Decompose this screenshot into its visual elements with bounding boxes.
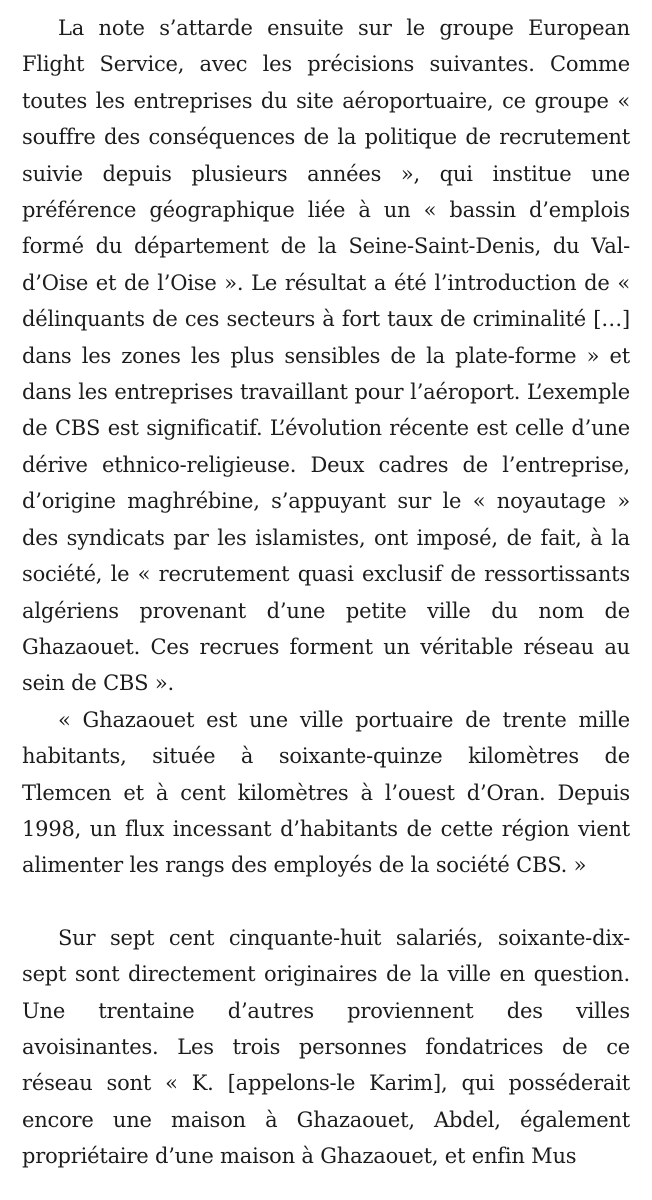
- paragraph-salaries-network: Sur sept cent cinquante-huit salariés, soixante-dix-sept sont directement originaires de la ville en question. Une trentaine d’autres proviennent des villes avoisinantes. Les trois personnes fondatrices de ce réseau sont « K. [appelons-le Karim], qui posséderait encore une maison à Ghazaouet, Abdel, également propriétaire d’une maison à Ghazaouet, et enfin Mus: [22, 925, 630, 1169]
- paragraph-european-flight-service: La note s’attarde ensuite sur le groupe European Flight Service, avec les précisions suivantes. Comme toutes les entreprises du site aéroportuaire, ce groupe « souffre des conséquences de la politique de recrutement suivie depuis plusieurs années », qui institue une préférence géographique liée à un « bassin d’emplois formé du département de la Seine-Saint-Denis, du Val-d’Oise et de l’Oise ». Le résultat a été l’introduction de « délinquants de ces secteurs à fort taux de criminalité […] dans les zones les plus sensibles de la plate-forme » et dans les entreprises travaillant pour l’aéroport. L’exemple de CBS est significatif. L’évolution récente est celle d’une dérive ethnico-religieuse. Deux cadres de l’entreprise, d’origine maghrébine, s’appuyant sur le « noyautage » des syndicats par les islamistes, ont imposé, de fait, à la société, le « recrutement quasi exclusif de ressortissants algériens provenant d’une petite ville du nom de Ghazaouet. Ces recrues forment un véritable réseau au sein de CBS ».: [22, 16, 630, 696]
- section-gap: [22, 884, 630, 920]
- paragraph-ghazaouet-quote: « Ghazaouet est une ville portuaire de trente mille habitants, située à soixante-quinze kilomètres de Tlemcen et à cent kilomètres à l’ouest d’Oran. Depuis 1998, un flux incessant d’habitants de cette région vient alimenter les rangs des employés de la société CBS. »: [22, 707, 630, 878]
